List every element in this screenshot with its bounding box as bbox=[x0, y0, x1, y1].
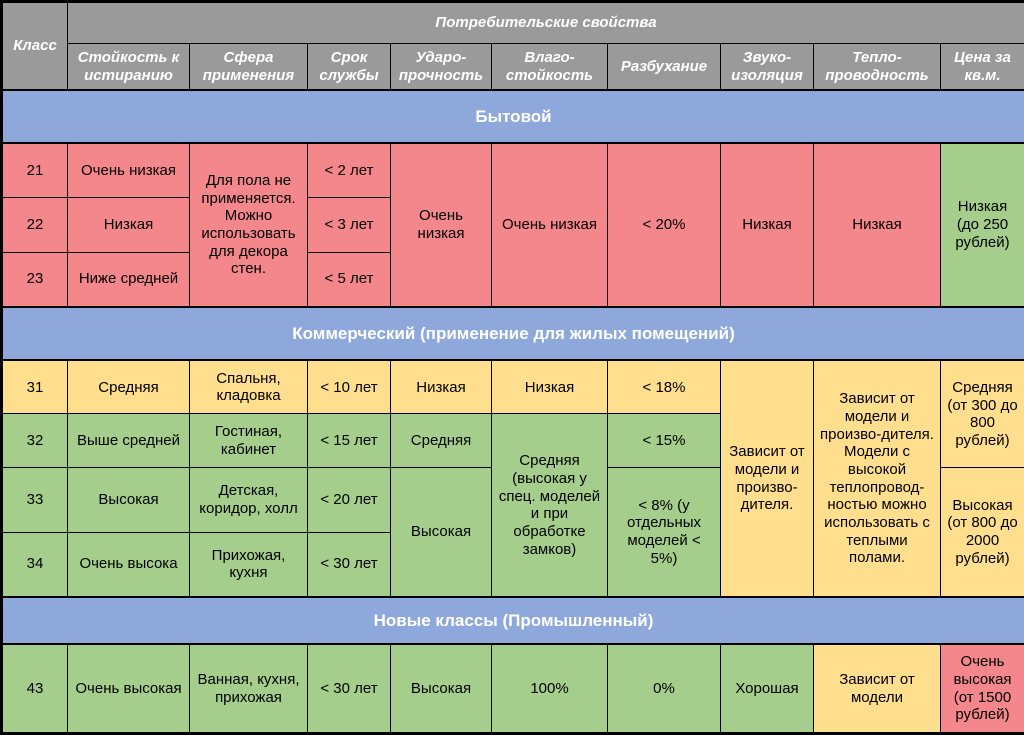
cell-r43-sound: Хорошая bbox=[721, 644, 814, 733]
cell-household-swelling: < 20% bbox=[608, 143, 721, 307]
cell-r43-lifespan: < 30 лет bbox=[308, 644, 391, 733]
cell-commercial-moisture-32-34: Средняя (высокая у спец. моделей и при обработке замков) bbox=[492, 414, 608, 597]
cell-household-price: Низкая (до 250 рублей) bbox=[941, 143, 1024, 307]
cell-commercial-price-33-34: Высокая (от 800 до 2000 рублей) bbox=[941, 468, 1024, 597]
cell-household-application: Для пола не применяется. Можно использовать для декора стен. bbox=[190, 143, 308, 307]
cell-r43-abrasion: Очень высокая bbox=[68, 644, 190, 733]
cell-r22-lifespan: < 3 лет bbox=[308, 198, 391, 253]
cell-r43-thermal: Зависит от модели bbox=[814, 644, 941, 733]
section-title-commercial: Коммерческий (применение для жилых помещений) bbox=[2, 307, 1024, 361]
cell-r31-swelling: < 18% bbox=[608, 360, 721, 414]
cell-r31-abrasion: Средняя bbox=[68, 360, 190, 414]
section-row-commercial bbox=[2, 307, 1024, 361]
cell-r31-moisture: Низкая bbox=[492, 360, 608, 414]
col-header-abrasion: Стойкость к истиранию bbox=[68, 44, 190, 91]
cell-commercial-thermal: Зависит от модели и произво-дителя. Модели с высокой теплопровод-ностью можно использовать с теплыми полами. bbox=[814, 360, 941, 597]
cell-r33-class: 33 bbox=[2, 468, 68, 533]
col-header-price: Цена за кв.м. bbox=[941, 44, 1024, 91]
col-header-moisture: Влаго-стойкость bbox=[492, 44, 608, 91]
col-header-application: Сфера применения bbox=[190, 44, 308, 91]
cell-household-sound: Низкая bbox=[721, 143, 814, 307]
cell-r21-abrasion: Очень низкая bbox=[68, 143, 190, 198]
cell-commercial-impact-33-34: Высокая bbox=[391, 468, 492, 597]
cell-r22-abrasion: Низкая bbox=[68, 198, 190, 253]
cell-r34-lifespan: < 30 лет bbox=[308, 532, 391, 597]
cell-r22-class: 22 bbox=[2, 198, 68, 253]
cell-r33-application: Детская, коридор, холл bbox=[190, 468, 308, 533]
cell-r33-lifespan: < 20 лет bbox=[308, 468, 391, 533]
cell-r23-lifespan: < 5 лет bbox=[308, 252, 391, 307]
cell-household-thermal: Низкая bbox=[814, 143, 941, 307]
cell-r31-application: Спальня, кладовка bbox=[190, 360, 308, 414]
cell-r32-abrasion: Выше средней bbox=[68, 414, 190, 468]
header-class: Класс bbox=[2, 2, 68, 91]
cell-r34-abrasion: Очень высока bbox=[68, 532, 190, 597]
col-header-impact: Ударо-прочность bbox=[391, 44, 492, 91]
cell-r32-impact: Средняя bbox=[391, 414, 492, 468]
cell-r31-class: 31 bbox=[2, 360, 68, 414]
cell-r43-application: Ванная, кухня, прихожая bbox=[190, 644, 308, 733]
section-title-industrial: Новые классы (Промышленный) bbox=[2, 597, 1024, 645]
cell-household-moisture: Очень низкая bbox=[492, 143, 608, 307]
cell-r21-class: 21 bbox=[2, 143, 68, 198]
section-row-industrial bbox=[2, 597, 1024, 645]
cell-household-impact: Очень низкая bbox=[391, 143, 492, 307]
cell-r23-abrasion: Ниже средней bbox=[68, 252, 190, 307]
cell-r34-application: Прихожая, кухня bbox=[190, 532, 308, 597]
col-header-lifespan: Срок службы bbox=[308, 44, 391, 91]
header-consumer-properties: Потребительские свойства bbox=[68, 2, 1024, 44]
cell-r43-price: Очень высокая (от 1500 рублей) bbox=[941, 644, 1024, 733]
cell-r23-class: 23 bbox=[2, 252, 68, 307]
table-row-31 bbox=[2, 360, 1024, 414]
section-row-household bbox=[2, 90, 1024, 143]
cell-commercial-price-31-32: Средняя (от 300 до 800 рублей) bbox=[941, 360, 1024, 467]
cell-r32-application: Гостиная, кабинет bbox=[190, 414, 308, 468]
cell-r32-lifespan: < 15 лет bbox=[308, 414, 391, 468]
cell-r43-moisture: 100% bbox=[492, 644, 608, 733]
cell-r34-class: 34 bbox=[2, 532, 68, 597]
cell-r43-swelling: 0% bbox=[608, 644, 721, 733]
header-row-group bbox=[2, 2, 1024, 44]
cell-r43-class: 43 bbox=[2, 644, 68, 733]
cell-commercial-swelling-33-34: < 8% (у отдельных моделей < 5%) bbox=[608, 468, 721, 597]
cell-r32-class: 32 bbox=[2, 414, 68, 468]
cell-commercial-sound: Зависит от модели и произво-дителя. bbox=[721, 360, 814, 597]
col-header-swelling: Разбухание bbox=[608, 44, 721, 91]
col-header-thermal: Тепло-проводность bbox=[814, 44, 941, 91]
section-title-household: Бытовой bbox=[2, 90, 1024, 143]
table-row-43 bbox=[2, 644, 1024, 733]
cell-r33-abrasion: Высокая bbox=[68, 468, 190, 533]
cell-r31-impact: Низкая bbox=[391, 360, 492, 414]
cell-r32-swelling: < 15% bbox=[608, 414, 721, 468]
col-header-sound: Звуко-изоляция bbox=[721, 44, 814, 91]
header-row-columns bbox=[2, 44, 1024, 91]
table-row-21 bbox=[2, 143, 1024, 198]
cell-r43-impact: Высокая bbox=[391, 644, 492, 733]
cell-r21-lifespan: < 2 лет bbox=[308, 143, 391, 198]
cell-r31-lifespan: < 10 лет bbox=[308, 360, 391, 414]
